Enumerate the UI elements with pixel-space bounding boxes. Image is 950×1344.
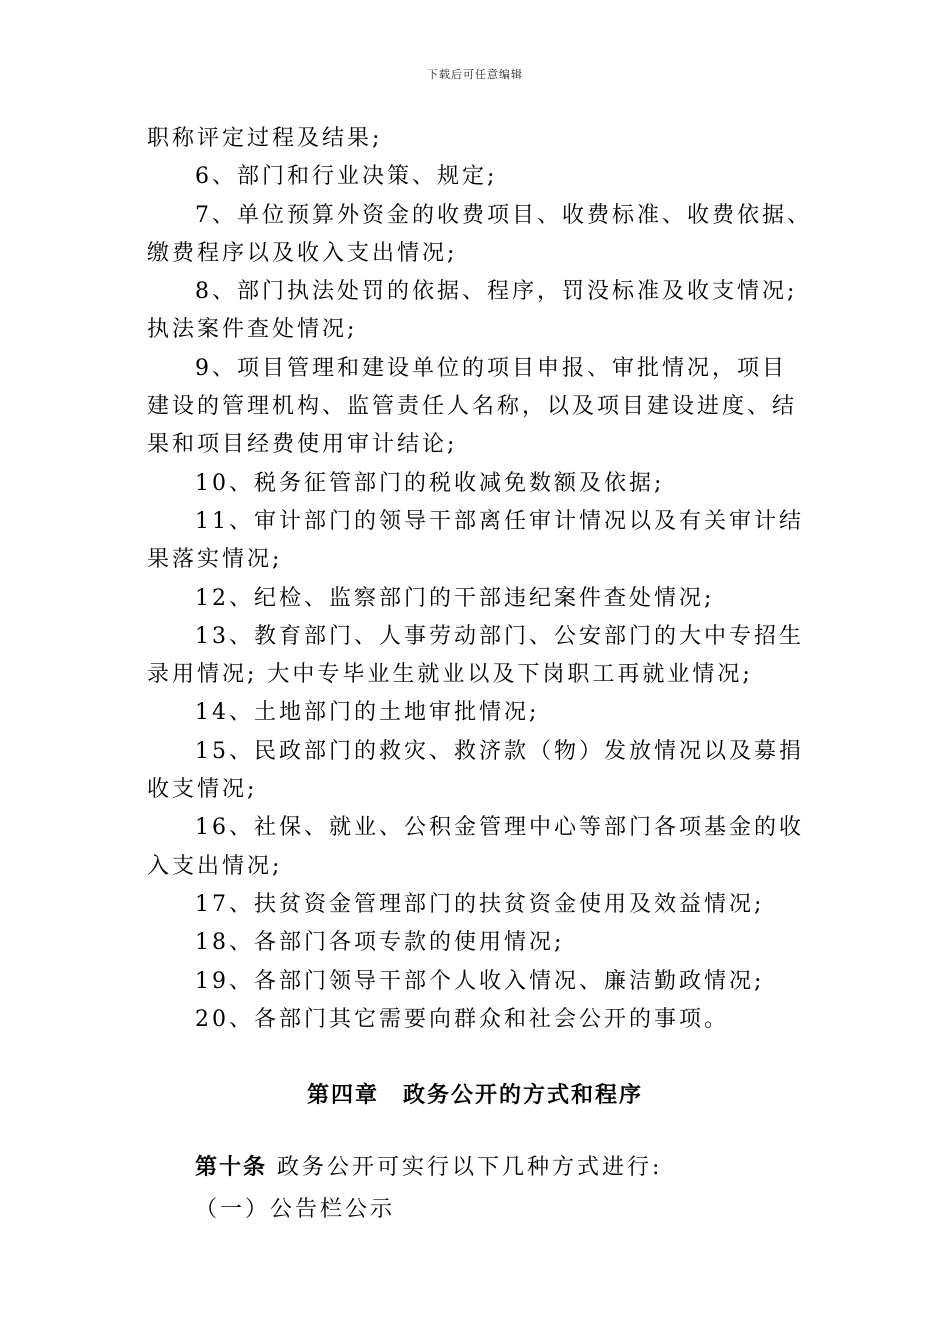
- article-paragraph: [195, 1150, 662, 1181]
- text-line: 9、项目管理和建设单位的项目申报、审批情况，项目: [195, 355, 787, 381]
- article-number: 第十条: [195, 1155, 268, 1180]
- chapter-title: 第四章 政务公开的方式和程序: [306, 1083, 643, 1108]
- text-line: 11、审计部门的领导干部离任审计情况以及有关审计结: [195, 508, 804, 534]
- text-line: 19、各部门领导干部个人收入情况、廉洁勤政情况;: [195, 968, 765, 994]
- text-line: 12、纪检、监察部门的干部违纪案件查处情况;: [195, 585, 715, 611]
- text-line: 缴费程序以及收入支出情况;: [147, 240, 458, 266]
- text-line: 入支出情况;: [147, 853, 283, 879]
- text-line: 果落实情况;: [147, 547, 283, 573]
- text-line: 18、各部门各项专款的使用情况;: [195, 930, 565, 956]
- text-line: 7、单位预算外资金的收费项目、收费标准、收费依据、: [195, 202, 812, 228]
- text-line: 果和项目经费使用审计结论;: [147, 432, 458, 458]
- text-line: 15、民政部门的救灾、救济款（物）发放情况以及募捐: [195, 738, 804, 764]
- text-line: 13、教育部门、人事劳动部门、公安部门的大中专招生: [195, 623, 804, 649]
- text-line: 职称评定过程及结果;: [147, 126, 383, 151]
- text-line: 14、土地部门的土地审批情况;: [195, 700, 540, 726]
- text-line: 10、税务征管部门的税收减免数额及依据;: [195, 470, 665, 496]
- text-line: 收支情况;: [147, 777, 258, 803]
- text-line: 建设的管理机构、监管责任人名称，以及项目建设进度、结: [147, 394, 798, 420]
- text-line: 20、各部门其它需要向群众和社会公开的事项。: [195, 1006, 729, 1032]
- text-line: 16、社保、就业、公积金管理中心等部门各项基金的收: [195, 815, 804, 841]
- article-text: 政务公开可实行以下几种方式进行:: [267, 1155, 663, 1180]
- text-line: 录用情况; 大中专毕业生就业以及下岗职工再就业情况;: [147, 662, 753, 688]
- text-line: 6、部门和行业决策、规定;: [195, 164, 498, 190]
- article-subitem: （一）公告栏公示: [195, 1197, 396, 1222]
- text-line: 8、部门执法处罚的依据、程序，罚没标准及收支情况;: [195, 279, 798, 305]
- text-line: 执法案件查处情况;: [147, 317, 358, 343]
- document-body: [147, 120, 837, 1039]
- text-line: 17、扶贫资金管理部门的扶贫资金使用及效益情况;: [195, 891, 765, 917]
- page-header-note: 下载后可任意编辑: [427, 68, 523, 81]
